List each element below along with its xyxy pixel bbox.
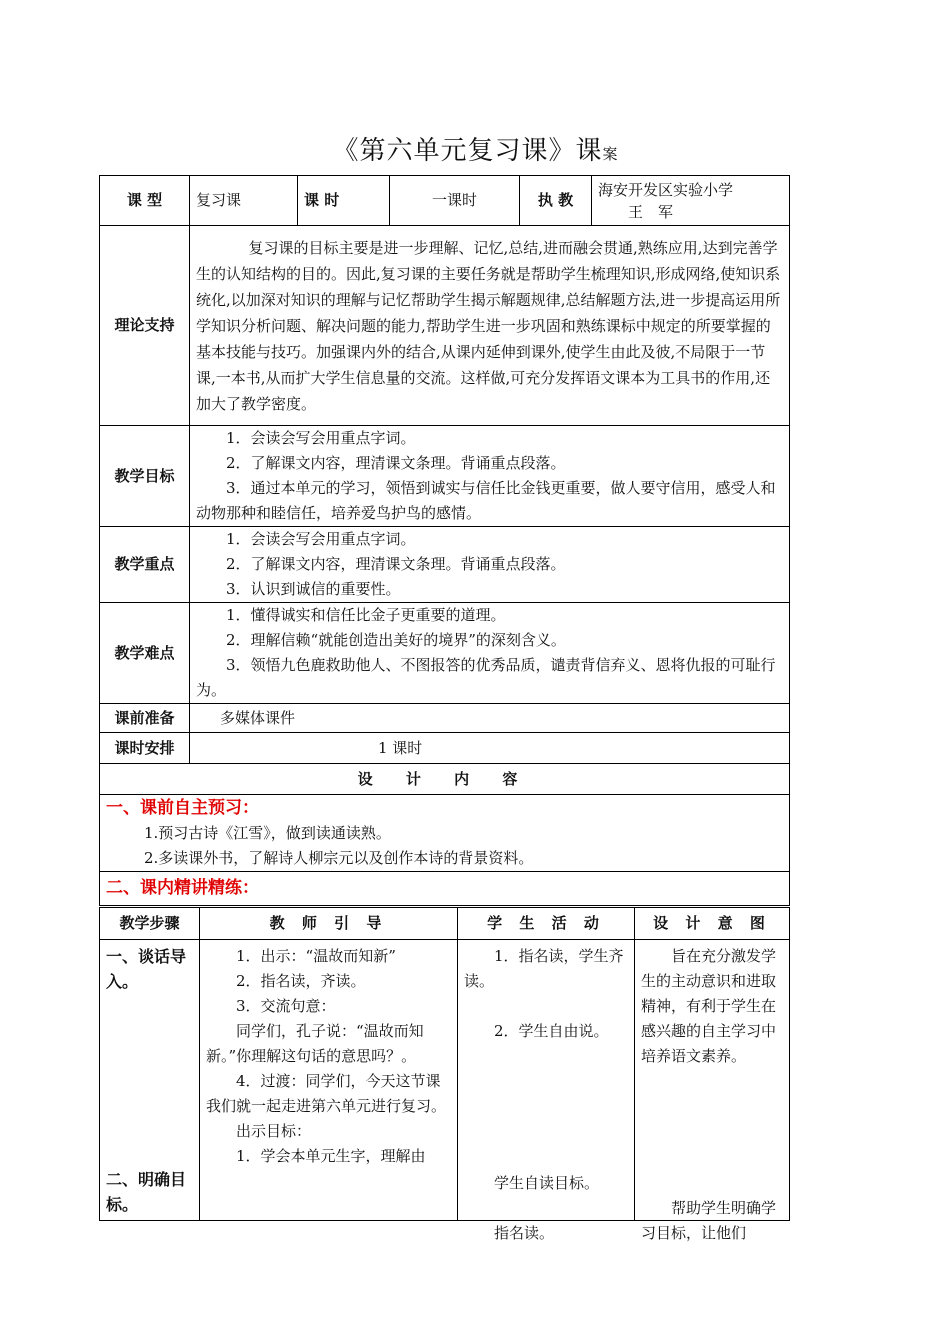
student-column-header: 学 生 活 动 [458,908,635,940]
teacher-cell [592,176,790,226]
theory-row [100,226,790,426]
difficulties-row [100,603,790,704]
lecture-heading-row [100,872,790,906]
design-title-row [100,764,790,795]
lecture-heading: 二、课内精讲精练： [100,872,790,906]
type-value: 复习课 [190,176,298,226]
header-row [100,176,790,226]
difficulty-item: 2．理解信赖“就能创造出美好的境界”的深刻含义。 [226,631,566,649]
step1-name: 一、谈话导入。 [106,947,187,991]
student-activity-cell [458,940,635,1242]
prep-label: 课前准备 [100,704,190,733]
steps-body-row [100,940,790,1221]
goals-label: 教学目标 [100,426,190,527]
schedule-value: 1 课时 [190,733,790,764]
preview-cell [100,795,790,872]
goals-row [100,426,790,527]
schedule-row [100,733,790,764]
key-points-label: 教学重点 [100,527,190,603]
difficulty-item: 3．领悟九色鹿救助他人、不图报答的优秀品质，谴责背信弃义、恩将仇报的可耻行为。 [196,656,776,699]
prep-value: 多媒体课件 [190,704,790,733]
hours-label: 课 时 [298,176,390,226]
key-points-row [100,527,790,603]
student-line: 1．指名读，学生齐读。 [464,947,624,990]
difficulty-item: 1．懂得诚实和信任比金子更重要的道理。 [226,606,506,624]
teacher-guidance-cell [200,940,458,1221]
teacher-line: 3．交流句意： [236,997,336,1015]
teacher-line: 2．指名读，齐读。 [236,972,366,990]
teacher-name: 王 军 [628,202,674,221]
theory-text: 复习课的目标主要是进一步理解、记忆,总结,进而融会贯通,熟练应用,达到完善学生的认知结构的目的。因此,复习课的主要任务就是帮助学生梳理知识,形成网络,使知识系统化,以加深对知识的理解与记忆帮助学生揭示解题规律,总结解题方法,进一步提高运用所学知识分析问题、解决问题的能力,帮助学生进一步巩固和熟练课标中规定的所要掌握的基本技能与技巧。加强课内外的结合,从课内延伸到课外,使学生由此及彼,不局限于一节课,一本书,从而扩大学生信息量的交流。这样做,可充分发挥语文课本为工具书的作用,还加大了教学密度。 [196,238,781,413]
steps-header-row [100,908,790,940]
prep-row [100,704,790,733]
teacher-line: 同学们，孔子说：“温故而知新。”你理解这句话的意思吗？。 [206,1022,424,1065]
step-names-cell [100,940,200,1221]
difficulties-label: 教学难点 [100,603,190,704]
design-intent-cell [635,940,790,1242]
goal-item: 3．通过本单元的学习，领悟到诚实与信任比金钱更重要，做人要守信用，感受人和动物那种和睦信任，培养爱鸟护鸟的感情。 [196,479,776,522]
step2-name: 二、明确目标。 [106,1170,187,1214]
teacher-line: 1．出示：“温故而知新” [236,947,396,965]
step-column-header: 教学步骤 [100,908,200,940]
student-line: 2．学生自由说。 [494,1022,609,1040]
teacher-line: 出示目标： [236,1122,312,1140]
key-point-item: 1．会读会写会用重点字词。 [226,530,416,548]
teacher-column-header: 教 师 引 导 [200,908,458,940]
intent-column-header: 设 计 意 图 [635,908,790,940]
difficulties-cell [190,603,790,704]
preview-heading: 一、课前自主预习： [106,798,259,818]
student-line: 学生自读目标。 [494,1174,600,1192]
teacher-label: 执 教 [520,176,592,226]
steps-table [99,907,790,1242]
preview-item: 1.预习古诗《江雪》，做到读通读熟。 [144,824,391,842]
intent-text: 帮助学生明确学习目标，让他们 [641,1199,777,1242]
key-point-item: 2．了解课文内容，理清课文条理。背诵重点段落。 [226,555,566,573]
goal-item: 1．会读会写会用重点字词。 [226,429,416,447]
teacher-line: 1．学会本单元生字，理解由 [236,1147,426,1165]
hours-value: 一课时 [390,176,520,226]
teacher-line: 4．过渡：同学们，今天这节课我们就一起走进第六单元进行复习。 [206,1072,447,1115]
goals-cell [190,426,790,527]
school-name: 海安开发区实验小学 [598,180,734,199]
theory-label: 理论支持 [100,226,190,426]
schedule-label: 课时安排 [100,733,190,764]
student-line: 指名读。 [494,1224,555,1242]
lesson-plan-table [99,175,790,906]
intent-text: 旨在充分激发学生的主动意识和进取精神，有利于学生在感兴趣的自主学习中培养语文素养。 [641,947,777,1065]
key-point-item: 3．认识到诚信的重要性。 [226,580,401,598]
preview-row [100,795,790,872]
document-title: 《第六单元复习课》课案 [332,136,618,166]
preview-item: 2.多读课外书，了解诗人柳宗元以及创作本诗的背景资料。 [144,849,534,867]
key-points-cell [190,527,790,603]
type-label: 课 型 [100,176,190,226]
theory-cell [190,226,790,426]
design-title: 设 计 内 容 [100,764,790,795]
goal-item: 2．了解课文内容，理清课文条理。背诵重点段落。 [226,454,566,472]
